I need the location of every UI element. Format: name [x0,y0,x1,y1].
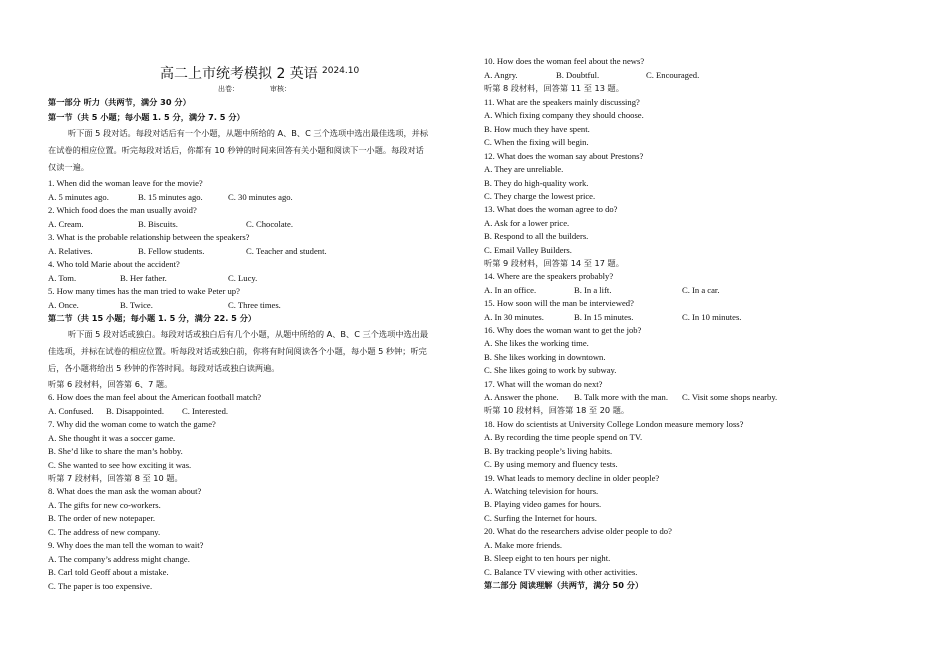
option-b: B. Biscuits. [138,219,178,229]
question-16-option-b: B. She likes working in downtown. [484,352,606,362]
question-15-stem: 15. How soon will the man be interviewed? [484,298,634,308]
option-c: C. Lucy. [228,273,258,283]
section1-instruction-line: 听下面 5 段对话。每段对话后有一个小题，从题中所给的 A、B、C 三个选项中选出最佳选项，并标 [68,128,429,138]
question-7-option-a: A. She thought it was a soccer game. [48,433,176,443]
question-16-option-c: C. She likes going to work by subway. [484,365,617,375]
part2-heading: 第二部分 阅读理解（共两节，满分 50 分） [484,580,644,590]
material-10-note: 听第 10 段材料，回答第 18 至 20 题。 [484,405,630,415]
option-c: C. Three times. [228,300,281,310]
question-16-option-a: A. She likes the working time. [484,338,589,348]
option-a: A. Cream. [48,219,84,229]
material-9-note: 听第 9 段材料，回答第 14 至 17 题。 [484,258,624,268]
section2-instruction-line: 后，各小题将给出 5 秒钟的作答时间。每段对话或独白读两遍。 [48,363,280,373]
option-a: A. In an office. [484,285,537,295]
question-11-option-a: A. Which fixing company they should choose. [484,110,644,120]
question-8-stem: 8. What does the man ask the woman about? [48,486,202,496]
section2-instruction-line: 佳选项，并标在试卷的相应位置。听每段对话或独白前，你将有时间阅读各个小题，每小题 5 秒钟；听完 [48,346,427,356]
question-7-option-b: B. She’d like to share the man’s hobby. [48,446,183,456]
question-13-stem: 13. What does the woman agree to do? [484,204,618,214]
question-19-stem: 19. What leads to memory decline in older people? [484,473,660,483]
question-17-stem: 17. What will the woman do next? [484,379,603,389]
option-c: C. Visit some shops nearby. [682,392,778,402]
section1-heading: 第一节（共 5 小题；每小题 1. 5 分，满分 7. 5 分） [48,112,245,122]
question-12-option-b: B. They do high-quality work. [484,178,589,188]
material-7-note: 听第 7 段材料，回答第 8 至 10 题。 [48,473,183,483]
question-13-option-a: A. Ask for a lower price. [484,218,570,228]
question-12-option-a: A. They are unreliable. [484,164,564,174]
question-20-stem: 20. What do the researchers advise older people to do? [484,526,672,536]
option-b: B. In 15 minutes. [574,312,634,322]
question-8-option-b: B. The order of new notepaper. [48,513,155,523]
question-8-option-c: C. The address of new company. [48,527,161,537]
option-b: B. In a lift. [574,285,612,295]
question-19-option-b: B. Playing video games for hours. [484,499,602,509]
question-11-stem: 11. What are the speakers mainly discussing? [484,97,640,107]
document-title: 高二上市统考模拟 2 英语 [160,66,318,82]
question-19-option-c: C. Surfing the Internet for hours. [484,513,597,523]
option-a: A. Angry. [484,70,518,80]
question-18-option-c: C. By using memory and fluency tests. [484,459,618,469]
material-6-note: 听第 6 段材料，回答第 6、7 题。 [48,379,173,389]
question-20-option-c: C. Balance TV viewing with other activities. [484,567,638,577]
option-b: B. Doubtful. [556,70,600,80]
question-12-option-c: C. They charge the lowest price. [484,191,596,201]
question-11-option-b: B. How much they have spent. [484,124,590,134]
option-c: C. Encouraged. [646,70,700,80]
question-9-option-a: A. The company’s address might change. [48,554,190,564]
question-9-stem: 9. Why does the man tell the woman to wait? [48,540,204,550]
section2-heading: 第二节（共 15 小题；每小题 1. 5 分，满分 22. 5 分） [48,313,257,323]
option-c: C. Chocolate. [246,219,294,229]
option-c: C. Interested. [182,406,229,416]
reviewer-label: 审核： [270,85,291,93]
option-b: B. Her father. [120,273,167,283]
question-9-option-c: C. The paper is too expensive. [48,581,153,591]
setter-label: 出卷： [218,85,239,93]
question-9-option-b: B. Carl told Geoff about a mistake. [48,567,169,577]
option-a: A. In 30 minutes. [484,312,544,322]
part1-heading: 第一部分 听力（共两节，满分 30 分） [48,97,191,107]
option-b: B. Disappointed. [106,406,165,416]
option-a: A. Tom. [48,273,77,283]
option-a: A. Confused. [48,406,94,416]
question-5-stem: 5. How many times has the man tried to wake Peter up? [48,286,240,296]
option-b: B. Fellow students. [138,246,205,256]
option-c: C. In 10 minutes. [682,312,742,322]
question-6-stem: 6. How does the man feel about the American football match? [48,392,262,402]
question-16-stem: 16. Why does the woman want to get the job? [484,325,642,335]
option-a: A. Once. [48,300,79,310]
question-1-stem: 1. When did the woman leave for the movie? [48,178,203,188]
question-12-stem: 12. What does the woman say about Prestons? [484,151,644,161]
option-b: B. 15 minutes ago. [138,192,203,202]
question-13-option-b: B. Respond to all the builders. [484,231,589,241]
question-7-option-c: C. She wanted to see how exciting it was. [48,460,192,470]
section2-instruction-line: 听下面 5 段对话或独白。每段对话或独白后有几个小题，从题中所给的 A、B、C 三个选项中选出最 [68,329,429,339]
material-8-note: 听第 8 段材料，回答第 11 至 13 题。 [484,83,624,93]
option-b: B. Talk more with the man. [574,392,668,402]
section1-instruction-line: 仅读一遍。 [48,162,89,172]
option-c: C. 30 minutes ago. [228,192,293,202]
section1-instruction-line: 在试卷的相应位置。听完每段对话后，你都有 10 秒钟的时间来回答有关小题和阅读下一小题。每段对话 [48,145,424,155]
option-c: C. In a car. [682,285,720,295]
question-2-stem: 2. Which food does the man usually avoid? [48,205,197,215]
question-20-option-b: B. Sleep eight to ten hours per night. [484,553,611,563]
question-19-option-a: A. Watching television for hours. [484,486,599,496]
question-7-stem: 7. Why did the woman come to watch the game? [48,419,216,429]
question-13-option-c: C. Email Valley Builders. [484,245,572,255]
question-18-stem: 18. How do scientists at University College London measure memory loss? [484,419,744,429]
document-date: 2024.10 [322,66,360,76]
question-18-option-a: A. By recording the time people spend on TV. [484,432,643,442]
option-b: B. Twice. [120,300,153,310]
option-a: A. 5 minutes ago. [48,192,109,202]
question-10-stem: 10. How does the woman feel about the news? [484,56,645,66]
question-3-stem: 3. What is the probable relationship between the speakers? [48,232,250,242]
option-a: A. Answer the phone. [484,392,559,402]
question-4-stem: 4. Who told Marie about the accident? [48,259,180,269]
option-a: A. Relatives. [48,246,93,256]
question-8-option-a: A. The gifts for new co-workers. [48,500,161,510]
option-c: C. Teacher and student. [246,246,327,256]
question-20-option-a: A. Make more friends. [484,540,563,550]
question-14-stem: 14. Where are the speakers probably? [484,271,614,281]
question-11-option-c: C. When the fixing will begin. [484,137,589,147]
question-18-option-b: B. By tracking people’s living habits. [484,446,613,456]
